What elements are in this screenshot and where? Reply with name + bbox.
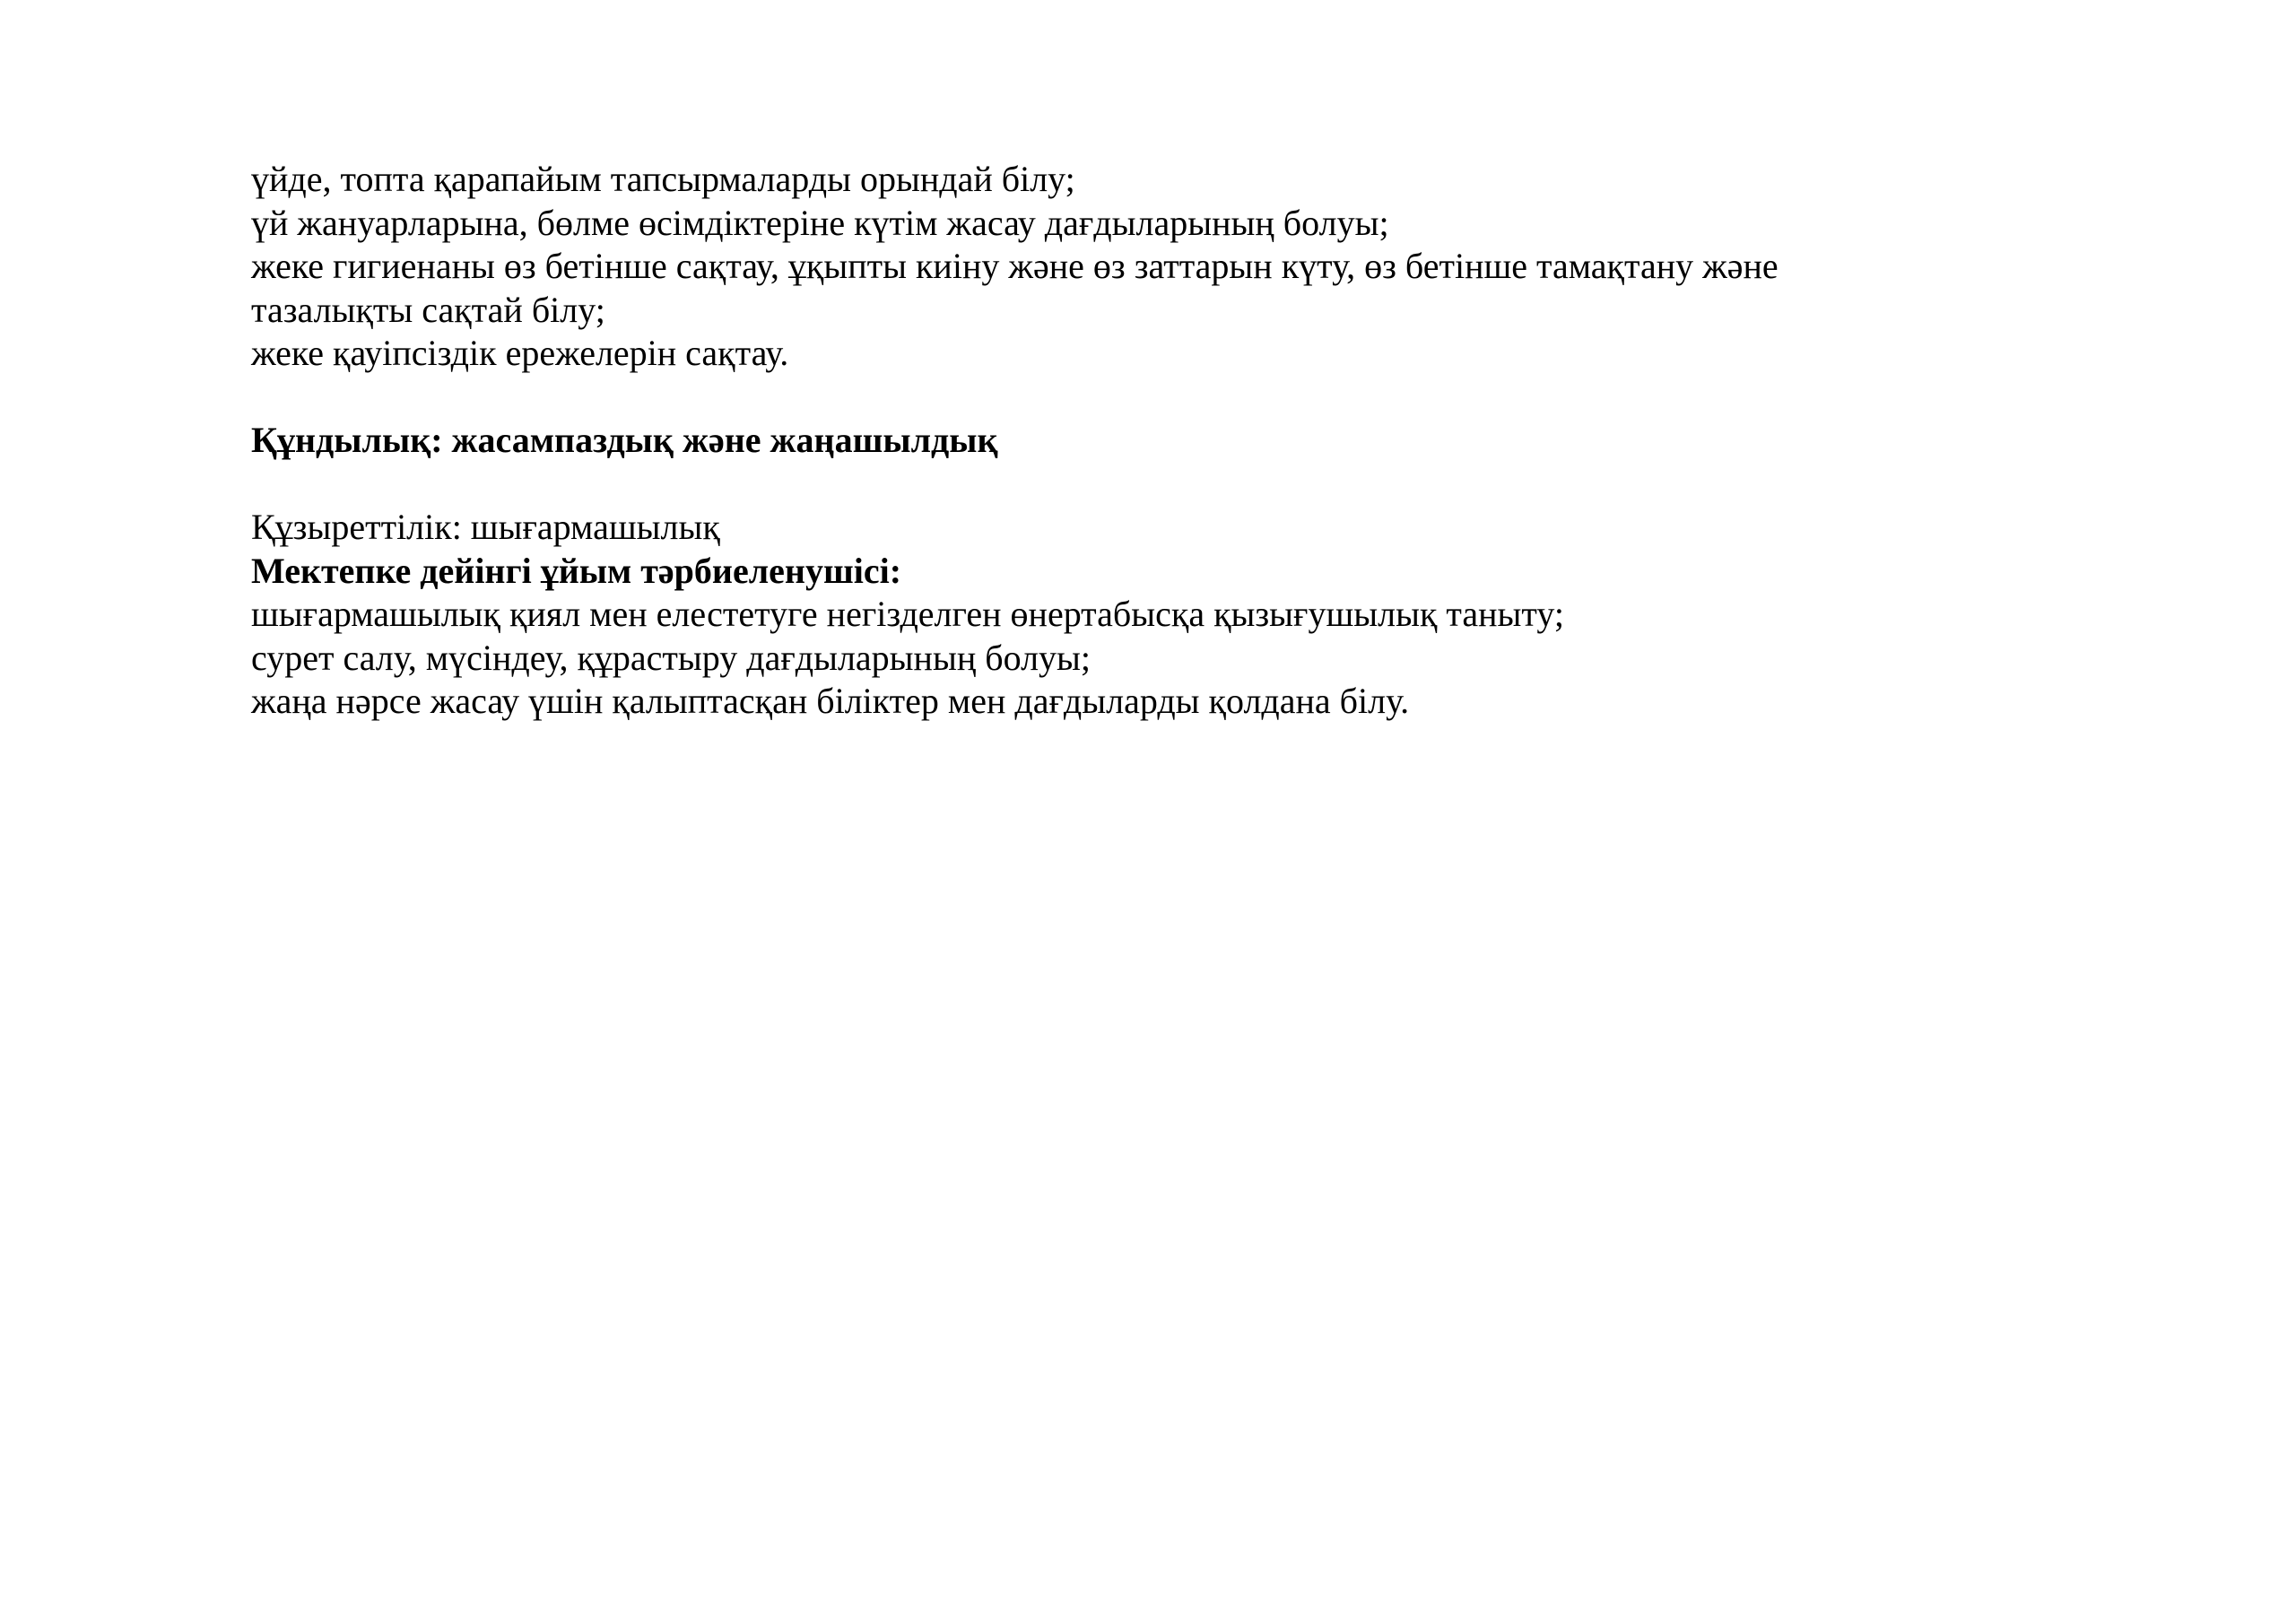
list-item: жаңа нәрсе жасау үшін қалыптасқан біліктер мен дағдыларды қолдана білу. [251, 681, 1410, 721]
list-item: үйде, топта қарапайым тапсырмаларды орындай білу; [251, 159, 1075, 199]
list-item: сурет салу, мүсіндеу, құрастыру дағдыларының болуы; [251, 637, 1091, 678]
document-body [251, 158, 2045, 724]
list-item: тазалықты сақтай білу; [251, 289, 605, 330]
spacer [251, 376, 2045, 420]
spacer [251, 463, 2045, 507]
list-item: жеке гигиенаны өз бетінше сақтау, ұқыпты киіну және өз заттарын күту, өз бетінше тамақтану және [251, 246, 1779, 286]
pupil-heading: Мектепке дейінгі ұйым тәрбиеленушісі: [251, 550, 902, 591]
competence-line: Құзыреттілік: шығармашылық [251, 507, 720, 547]
value-heading: Құндылық: жасампаздық және жаңашылдық [251, 420, 998, 460]
list-item: үй жануарларына, бөлме өсімдіктеріне күтім жасау дағдыларының болуы; [251, 202, 1389, 243]
list-item: шығармашылық қиял мен елестетуге негізделген өнертабысқа қызығушылық таныту; [251, 594, 1564, 634]
list-item: жеке қауіпсіздік ережелерін сақтау. [251, 333, 789, 373]
